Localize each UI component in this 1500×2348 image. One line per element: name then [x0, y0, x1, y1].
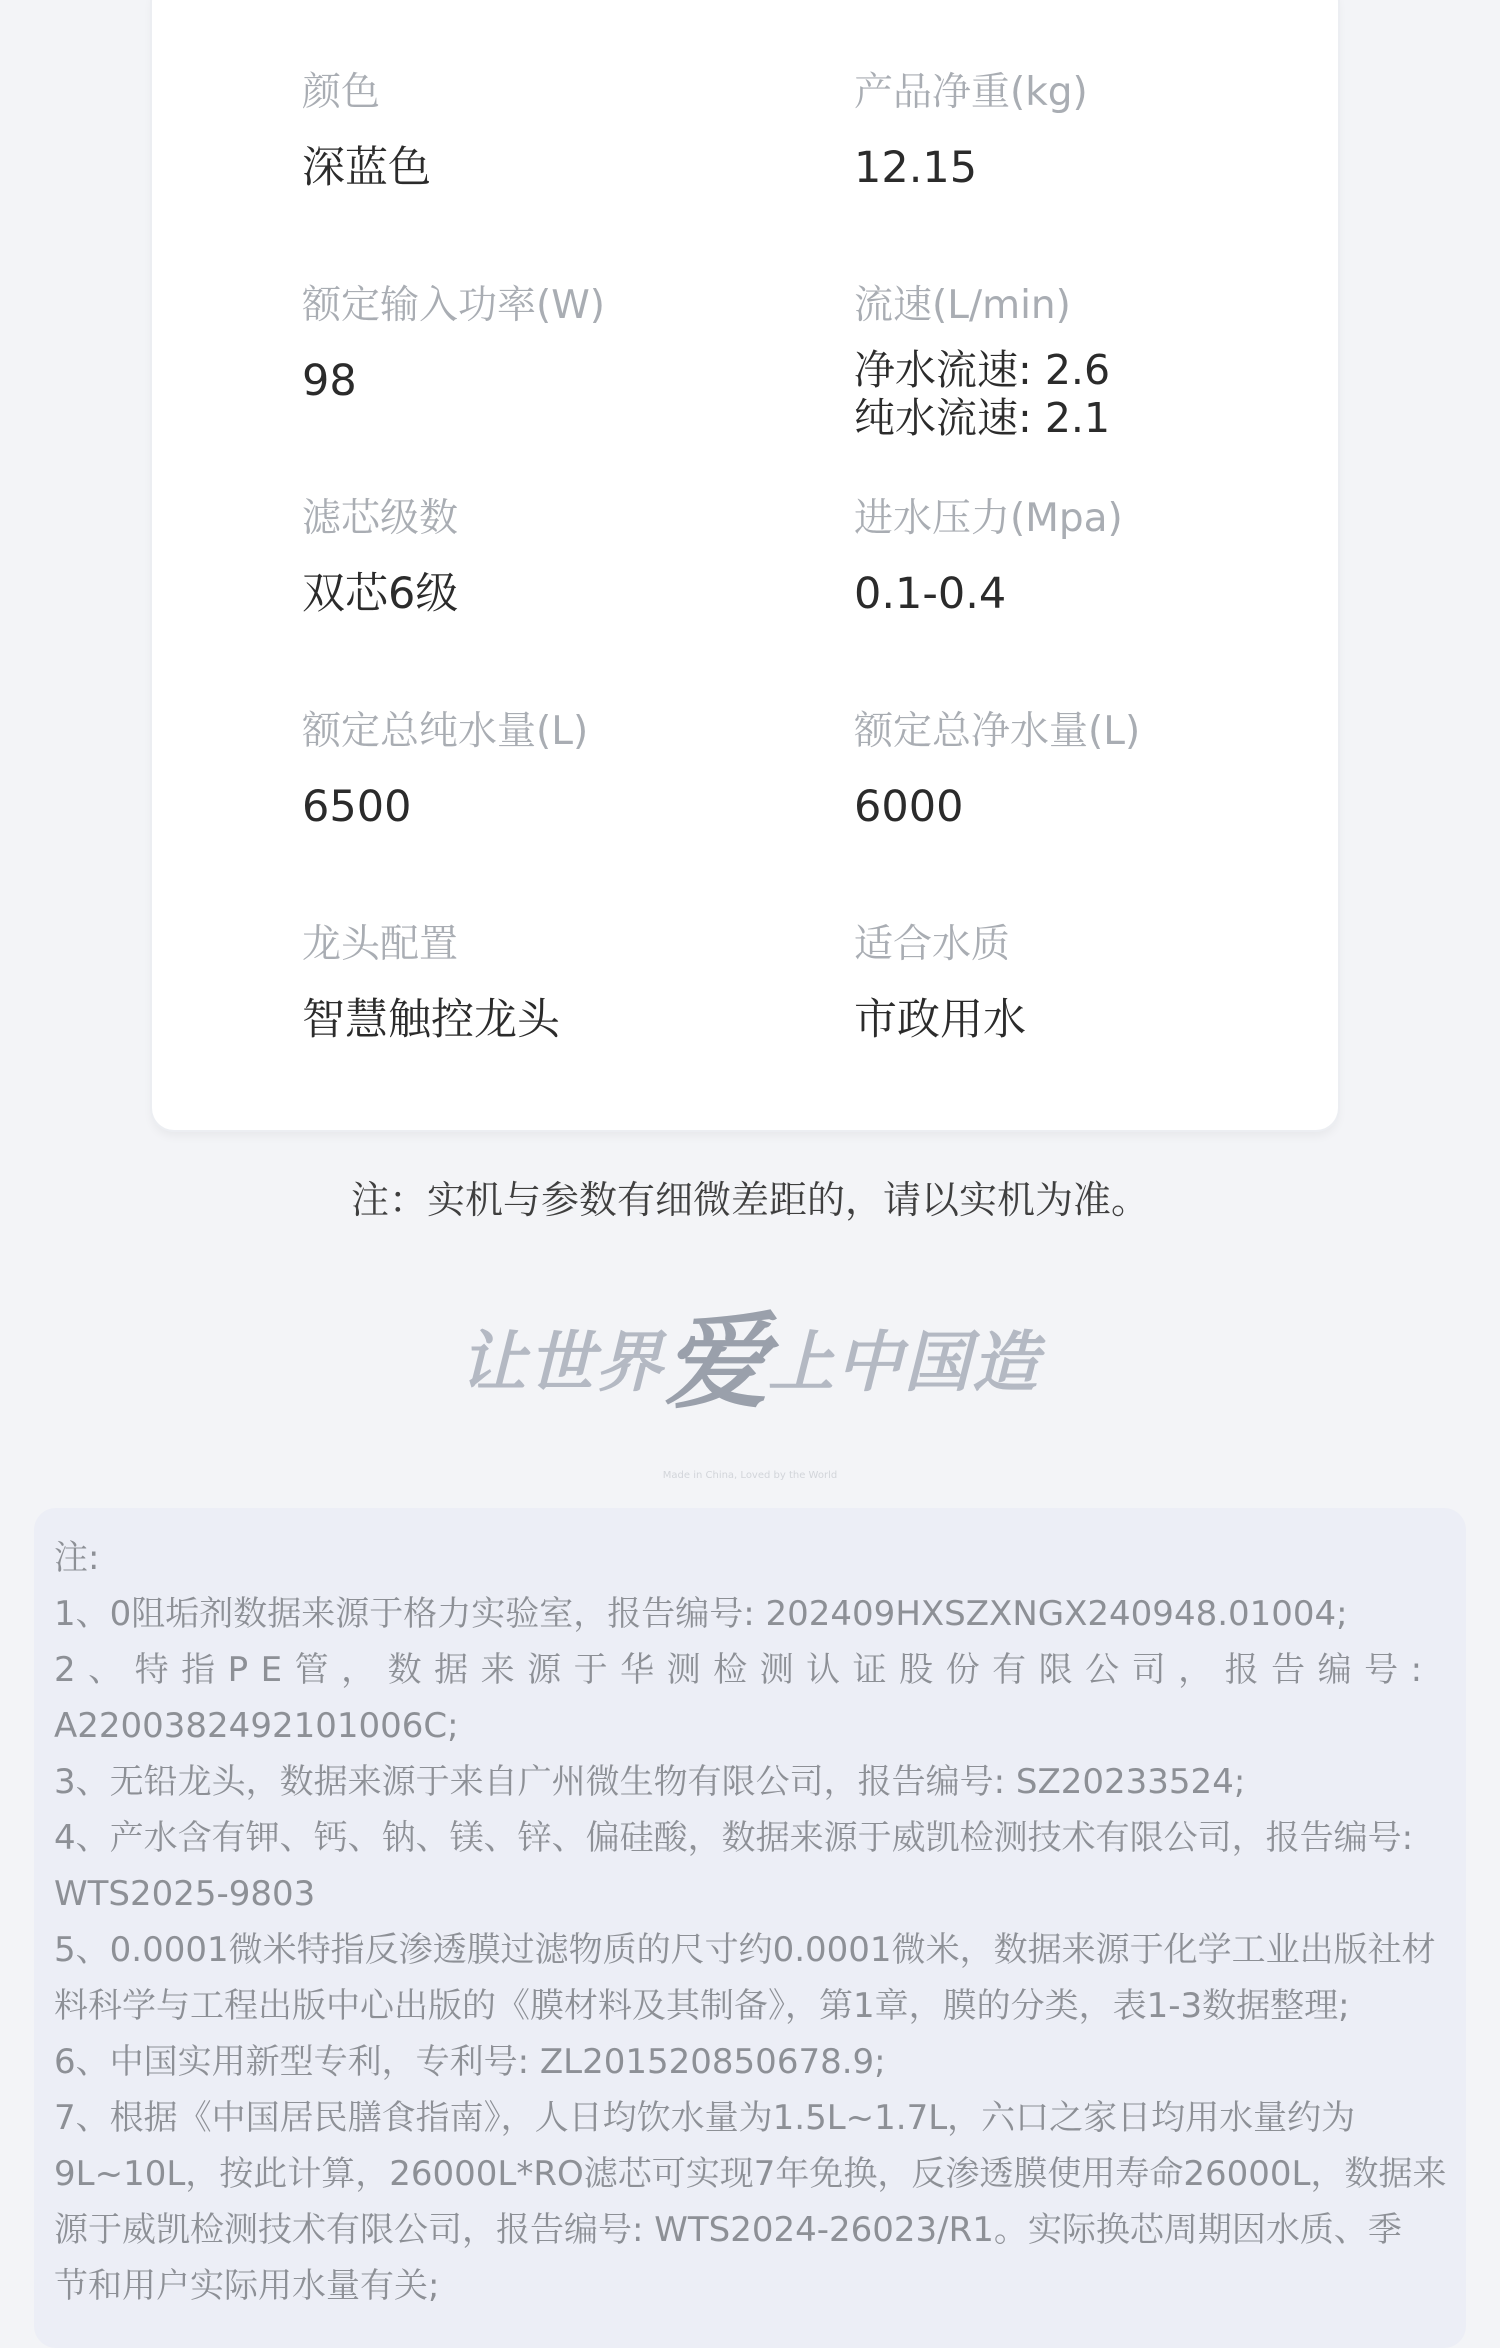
- footnotes-panel: [34, 1508, 1466, 2348]
- spec-value: 12.15: [854, 143, 978, 193]
- clean-water-flow: 净水流速: 2.6: [854, 346, 1111, 394]
- spec-rated-power: [302, 282, 822, 407]
- spec-value: 深蓝色: [302, 143, 431, 193]
- spec-label: 龙头配置: [302, 922, 459, 967]
- footnotes-title: 注:: [54, 1538, 100, 1578]
- spec-faucet: [302, 921, 822, 1046]
- slogan-highlight: 爱: [663, 1300, 768, 1423]
- spec-total-pure-water: [302, 708, 822, 833]
- spec-value: 双芯6级: [302, 569, 459, 619]
- slogan-subtitle: Made in China, Loved by the World: [662, 1470, 838, 1481]
- pure-water-flow: 纯水流速: 2.1: [854, 394, 1111, 442]
- footnote-line: 5、0.0001微米特指反渗透膜过滤物质的尺寸约0.0001微米，数据来源于化学工业出版社材: [54, 1930, 1436, 1970]
- spec-filter-stages: [302, 495, 822, 620]
- spec-label: 额定输入功率(W): [302, 283, 605, 328]
- spec-label: 适合水质: [854, 922, 1011, 967]
- footnote-line: 源于威凯检测技术有限公司，报告编号: WTS2024-26023/R1。实际换芯周期因水质、季: [54, 2210, 1402, 2250]
- footnote-line: 9L~10L，按此计算，26000L*RO滤芯可实现7年免换，反渗透膜使用寿命26000L，数据来: [54, 2154, 1447, 2194]
- spec-value: 市政用水: [854, 995, 1026, 1045]
- spec-total-clean-water: [854, 708, 1374, 833]
- spec-card: [152, 0, 1338, 1130]
- spec-value: [854, 346, 1374, 442]
- spec-inlet-pressure: [854, 495, 1374, 620]
- spec-value: 98: [302, 356, 357, 406]
- footnote-line: WTS2025-9803: [54, 1874, 316, 1914]
- spec-value: 智慧触控龙头: [302, 995, 560, 1045]
- spec-disclaimer: 注：实机与参数有细微差距的，请以实机为准。: [350, 1178, 1149, 1222]
- slogan-part: 让世界: [459, 1323, 664, 1401]
- spec-net-weight: [854, 69, 1374, 194]
- footnote-line: 7、根据《中国居民膳食指南》，人日均饮水量为1.5L~1.7L，六口之家日均用水量约为: [54, 2098, 1356, 2138]
- spec-label: 进水压力(Mpa): [854, 496, 1123, 541]
- slogan-part: 上中国造: [768, 1323, 1040, 1401]
- slogan-calligraphy: [0, 1300, 1500, 1423]
- footnote-line: 2、特指PE管，数据来源于华测检测认证股份有限公司，报告编号:: [54, 1650, 1435, 1690]
- spec-value: 0.1-0.4: [854, 569, 1007, 619]
- spec-label: 滤芯级数: [302, 496, 459, 541]
- footnote-line: 料科学与工程出版中心出版的《膜材料及其制备》，第1章，膜的分类，表1-3数据整理;: [54, 1986, 1350, 2026]
- footnote-line: 6、中国实用新型专利，专利号: ZL201520850678.9;: [54, 2042, 886, 2082]
- spec-label: 产品净重(kg): [854, 70, 1088, 115]
- spec-label: 流速(L/min): [854, 283, 1071, 328]
- spec-label: 颜色: [302, 70, 381, 115]
- footnote-line: 节和用户实际用水量有关;: [54, 2266, 440, 2306]
- spec-label: 额定总纯水量(L): [302, 709, 589, 754]
- footnote-line: A2200382492101006C;: [54, 1706, 459, 1746]
- footnotes-list: [54, 1530, 1454, 2314]
- spec-value: 6000: [854, 782, 964, 832]
- footnote-line: 3、无铅龙头，数据来源于来自广州微生物有限公司，报告编号: SZ20233524;: [54, 1762, 1246, 1802]
- footnote-line: 1、0阻垢剂数据来源于格力实验室，报告编号: 202409HXSZXNGX240948.01004;: [54, 1594, 1348, 1634]
- spec-color: [302, 69, 822, 194]
- spec-water-quality: [854, 921, 1374, 1046]
- spec-flow-rate: [854, 282, 1374, 442]
- spec-value: 6500: [302, 782, 412, 832]
- footnote-line: 4、产水含有钾、钙、钠、镁、锌、偏硅酸，数据来源于威凯检测技术有限公司，报告编号:: [54, 1818, 1414, 1858]
- spec-label: 额定总净水量(L): [854, 709, 1141, 754]
